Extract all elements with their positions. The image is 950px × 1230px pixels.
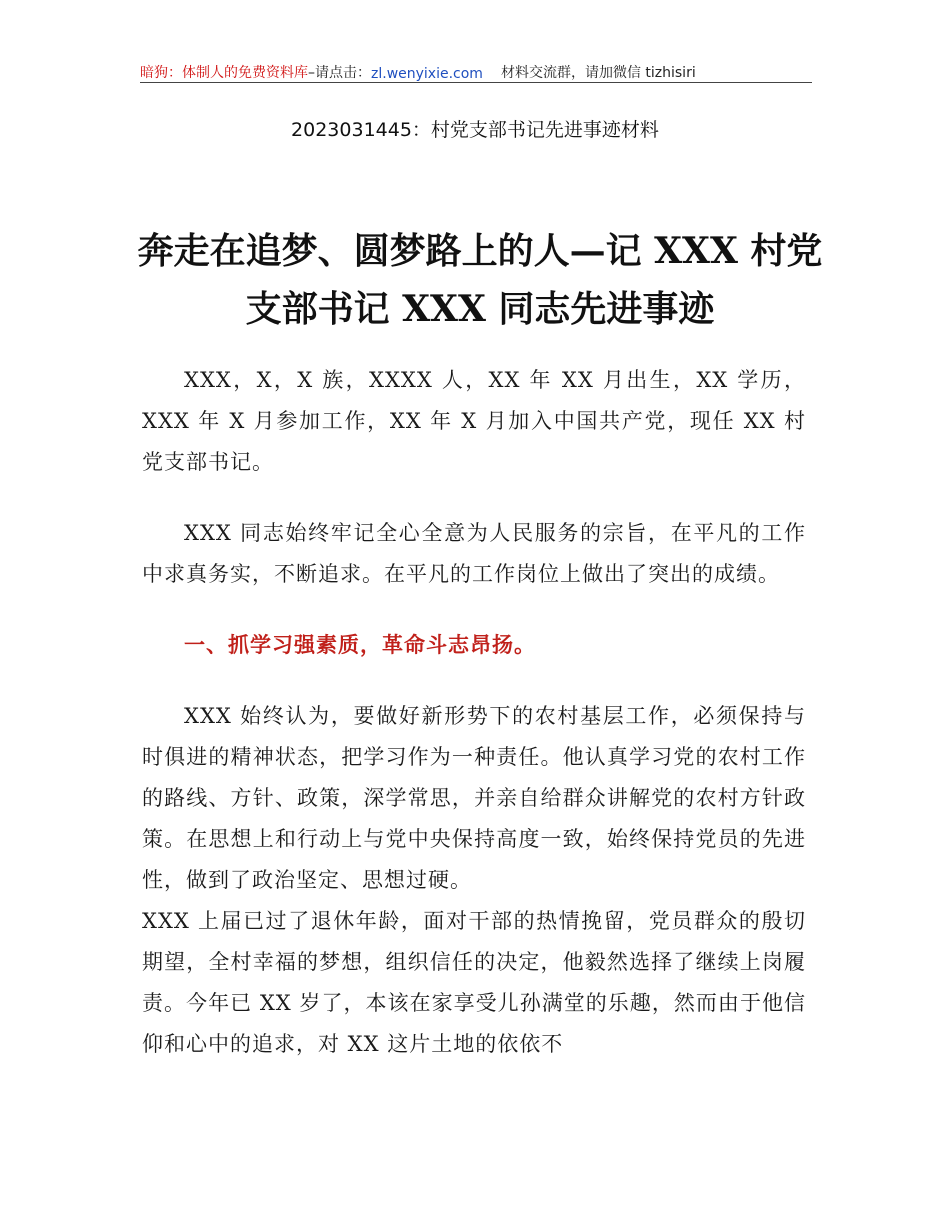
contact-note: 材料交流群，请加微信 tizhisiri — [500, 65, 696, 81]
paragraph-study: XXX 始终认为，要做好新形势下的农村基层工作，必须保持与时俱进的精神状态，把学习作为一种责任。他认真学习党的农村工作的路线、方针、政策，深学常思，并亲自给群众讲解党的农村方针政策。在思想上和行动上与党中央保持高度一致，始终保持党员的先进性，做到了政治坚定、思想过硬。 — [142, 704, 806, 892]
document-title: 奔走在追梦、圆梦路上的人—记 XXX 村党支部书记 XXX 同志先进事迹 — [137, 230, 823, 330]
header-divider — [140, 82, 812, 83]
document-id: 2023031445：村党支部书记先进事迹材料 — [291, 119, 659, 141]
paragraph-intro: XXX，X，X 族，XXXX 人，XX 年 XX 月出生，XX 学历，XXX 年 X 月参加工作，XX 年 X 月加入中国共产党，现任 XX 村党支部书记。 — [142, 368, 806, 474]
site-label: 暗狗：体制人的免费资料库 — [140, 65, 308, 81]
paragraph-continue-duty: XXX 上届已过了退休年龄，面对干部的热情挽留，党员群众的殷切期望，全村幸福的梦想，组织信任的决定，他毅然选择了继续上岗履责。今年已 XX 岁了，本该在家享受儿孙满堂的乐趣，然而由于他信仰和心中的追求，对 XX 这片土地的依依不 — [142, 909, 806, 1056]
link-prompt: –请点击： — [308, 65, 371, 81]
section-heading-1: 一、抓学习强素质，革命斗志昂扬。 — [184, 633, 536, 657]
paragraph-summary: XXX 同志始终牢记全心全意为人民服务的宗旨，在平凡的工作中求真务实，不断追求。在平凡的工作岗位上做出了突出的成绩。 — [142, 521, 806, 586]
page-header — [140, 56, 812, 82]
document-body — [142, 360, 806, 1065]
site-link[interactable]: zl.wenyixie.com — [371, 66, 483, 82]
